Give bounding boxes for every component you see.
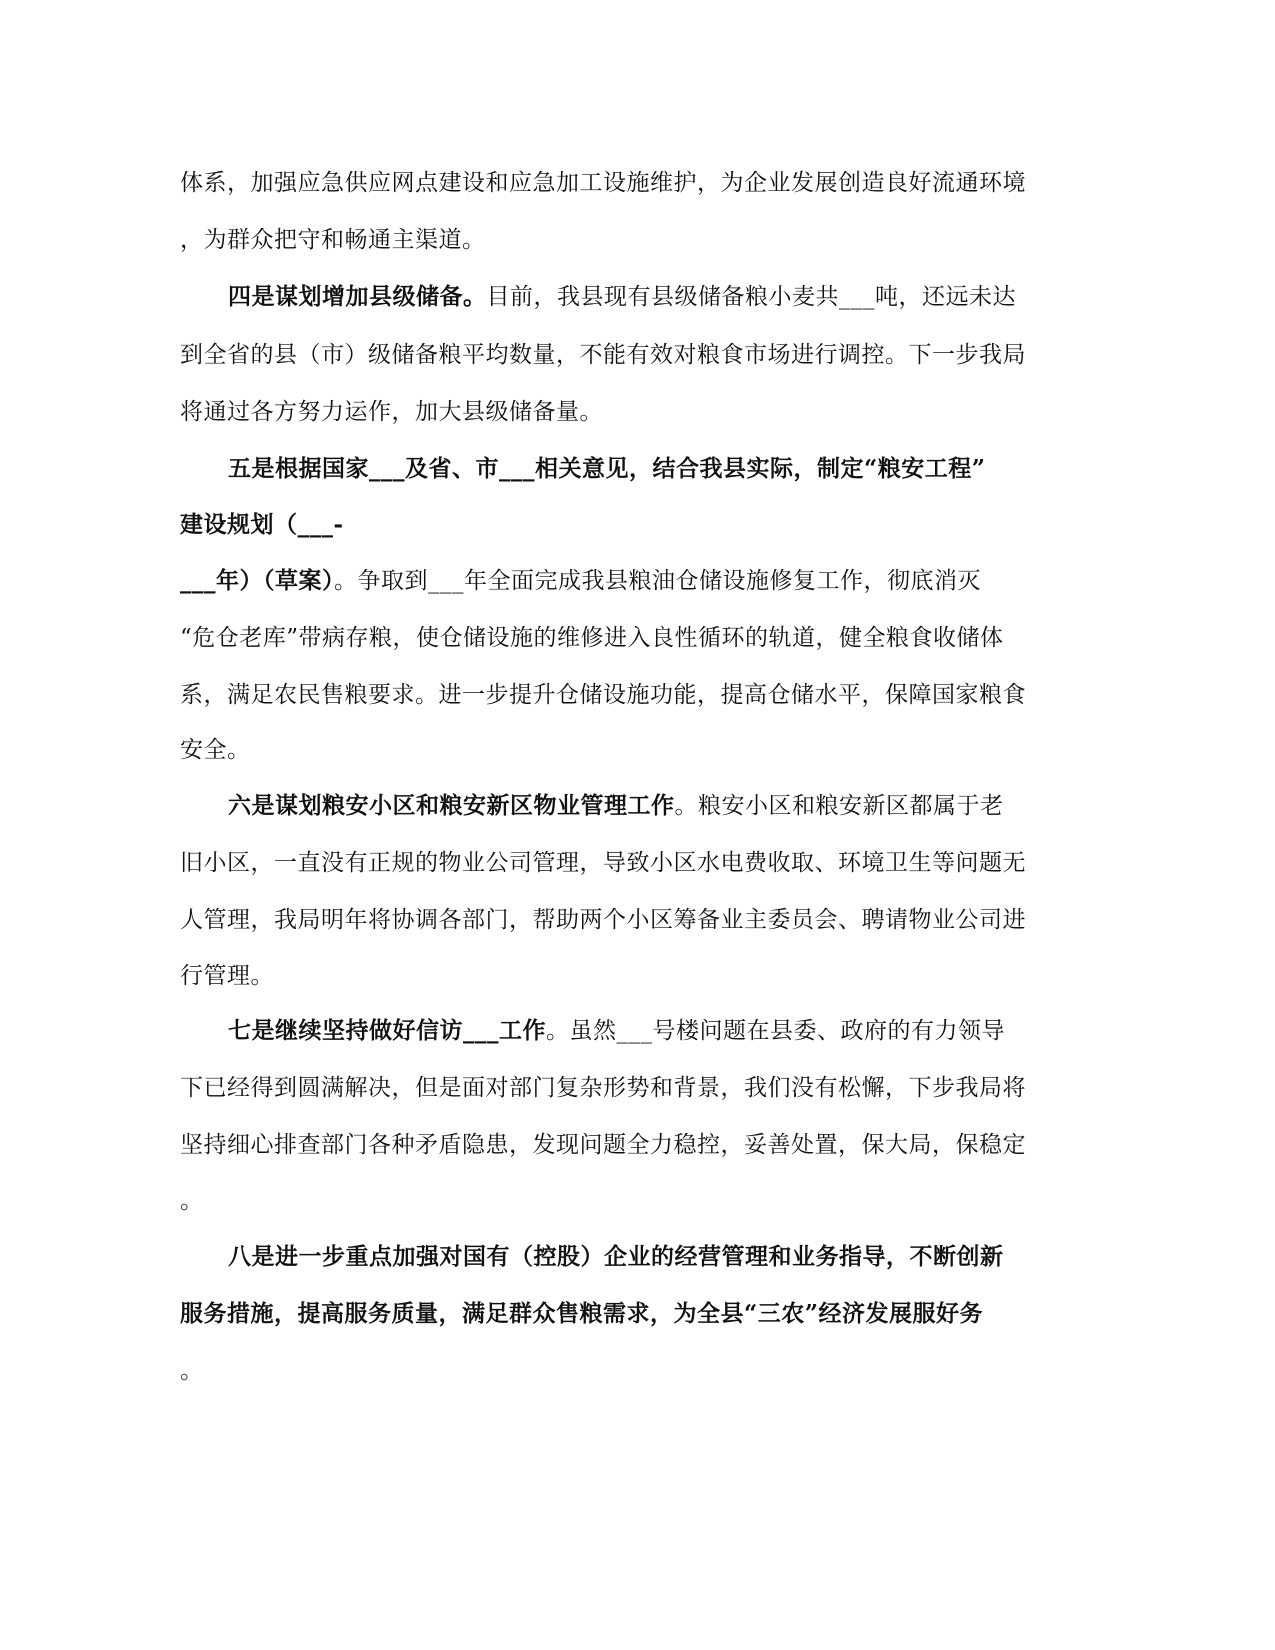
- paragraph-7-line-4: 。: [180, 1188, 204, 1214]
- paragraph-4-line-1: [228, 282, 1016, 312]
- paragraph-7-text: 。虽然___号楼问题在县委、政府的有力领导: [546, 1018, 1005, 1044]
- paragraph-6-line-4: 行管理。: [180, 963, 274, 989]
- paragraph-8-line-3: 。: [180, 1358, 204, 1384]
- paragraph-6-line-2: 旧小区，一直没有正规的物业公司管理，导致小区水电费收取、环境卫生等问题无: [180, 850, 1026, 876]
- paragraph-6-line-1: [228, 791, 1004, 821]
- paragraph-4-text: 目前，我县现有县级储备粮小麦共___吨，还远未达: [486, 284, 1016, 310]
- paragraph-5-text: 。争取到___年全面完成我县粮油仓储设施修复工作，彻底消灭: [334, 568, 981, 594]
- paragraph-7-heading: 七是继续坚持做好信访___工作: [228, 1017, 546, 1044]
- paragraph-8-line-2: 服务措施，提高服务质量，满足群众售粮需求，为全县“三农”经济发展服好务: [180, 1300, 983, 1327]
- paragraph-5-heading-end: ___年）（草案）: [180, 567, 334, 594]
- paragraph-7-line-1: [228, 1016, 1005, 1046]
- paragraph-5-line-5: 系，满足农民售粮要求。进一步提升仓储设施功能，提高仓储水平，保障国家粮食: [180, 682, 1026, 708]
- paragraph-5-heading-line-1: 五是根据国家___及省、市___相关意见，结合我县实际，制定“粮安工程”: [228, 455, 986, 482]
- paragraph-4-line-3: 将通过各方努力运作，加大县级储备量。: [180, 399, 603, 425]
- paragraph-5-line-4: “危仓老库”带病存粮，使仓储设施的维修进入良性循环的轨道，健全粮食收储体: [180, 625, 1004, 651]
- paragraph-3-line-1: 体系，加强应急供应网点建设和应急加工设施维护，为企业发展创造良好流通环境: [180, 170, 1026, 196]
- paragraph-6-text: 。粮安小区和粮安新区都属于老: [674, 793, 1004, 819]
- paragraph-3-line-2: ，为群众把守和畅通主渠道。: [180, 227, 486, 253]
- paragraph-5-heading-line-2: 建设规划（___-: [180, 511, 344, 538]
- paragraph-6-heading: 六是谋划粮安小区和粮安新区物业管理工作: [228, 792, 675, 819]
- paragraph-7-line-2: 下已经得到圆满解决，但是面对部门复杂形势和背景，我们没有松懈，下步我局将: [180, 1075, 1026, 1101]
- paragraph-4-line-2: 到全省的县（市）级储备粮平均数量，不能有效对粮食市场进行调控。下一步我局: [180, 342, 1026, 368]
- paragraph-5-line-6: 安全。: [180, 737, 251, 763]
- paragraph-8-line-1: 八是进一步重点加强对国有（控股）企业的经营管理和业务指导，不断创新: [228, 1243, 1004, 1270]
- paragraph-4-heading: 四是谋划增加县级储备。: [228, 283, 487, 310]
- paragraph-5-line-3: [180, 566, 981, 596]
- paragraph-6-line-3: 人管理，我局明年将协调各部门，帮助两个小区筹备业主委员会、聘请物业公司进: [180, 907, 1026, 933]
- paragraph-7-line-3: 坚持细心排查部门各种矛盾隐患，发现问题全力稳控，妥善处置，保大局，保稳定: [180, 1132, 1026, 1158]
